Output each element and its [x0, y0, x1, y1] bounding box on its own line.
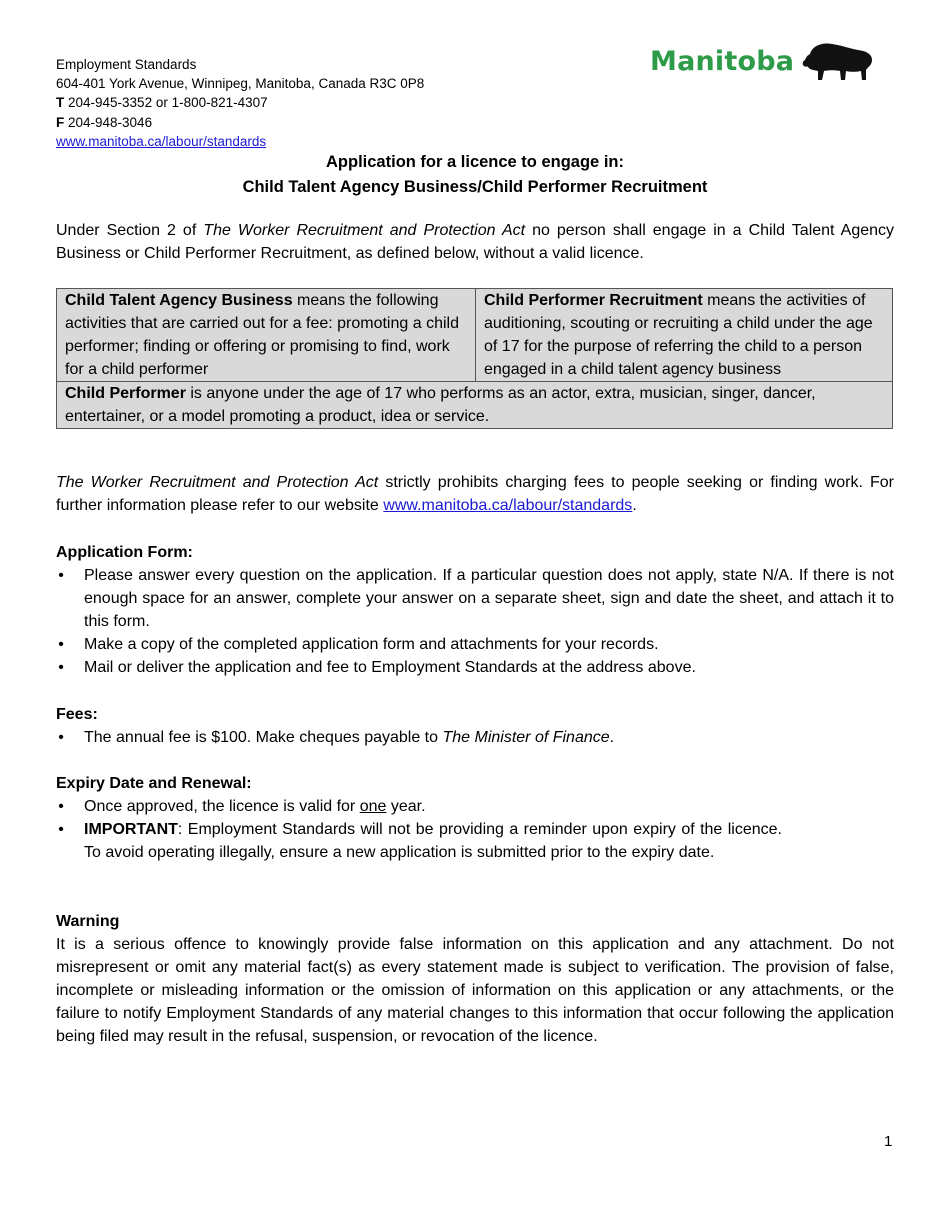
bullet-icon: • — [58, 798, 64, 815]
bison-icon — [802, 40, 874, 84]
important-text: : Employment Standards will not be providing a reminder upon expiry of the licence. To avoid operating illegally, ensure a new application is submitted prior to the expiry date. — [84, 821, 782, 861]
intro-paragraph — [56, 219, 894, 265]
form-title — [56, 150, 894, 199]
act-name: The Worker Recruitment and Protection Act — [56, 474, 379, 491]
list-item-text: Make a copy of the completed application form and attachments for your records. — [84, 636, 659, 653]
list-item — [56, 633, 894, 656]
website-link[interactable]: www.manitoba.ca/labour/standards — [56, 133, 267, 149]
intro-text-end: no person shall engage in a Child Talent Agency Business or Child Performer Recruitment, as defined below, without a valid licence. — [56, 222, 895, 262]
bullet-icon: • — [58, 821, 64, 838]
fee-text: The annual fee is $100. Make cheques payable to — [84, 729, 443, 746]
definitions-table — [56, 288, 893, 429]
phone-line — [56, 93, 424, 112]
list-item — [56, 656, 894, 679]
manitoba-logo — [650, 40, 875, 86]
act-name: The Worker Recruitment and Protection Act — [203, 222, 526, 239]
phone-label: T — [56, 95, 65, 111]
definition-performer-cell — [57, 382, 893, 429]
section-heading: Application Form: — [56, 544, 193, 561]
bullet-icon: • — [58, 636, 64, 653]
payee-name: The Minister of Finance — [442, 729, 610, 746]
expiry-text: Once approved, the licence is valid for — [84, 798, 360, 815]
bullet-icon: • — [58, 729, 64, 746]
header-address — [56, 55, 424, 151]
prohibition-paragraph — [56, 471, 894, 517]
definition-recruitment-cell — [476, 289, 893, 382]
phone-number: 204-945-3352 or 1-800-821-4307 — [64, 95, 268, 111]
list-item — [56, 564, 894, 633]
list-item — [56, 726, 894, 749]
definition-term: Child Performer Recruitment — [484, 292, 703, 309]
fees-section — [56, 703, 894, 749]
expiry-text-end: year. — [386, 798, 426, 815]
title-line-1: Application for a licence to engage in: — [326, 153, 624, 171]
period: . — [609, 729, 615, 746]
fax-number: 204-948-3046 — [64, 114, 153, 130]
warning-text: It is a serious offence to knowingly provide false information on this application and any attachment. Do not misrepresent or omit any material fact(s) as every statement made is subject to verification. The provision of false, incomplete or misleading information or the omission of information on this application or any attachments, or the failure to notify Employment Standards of any material changes to this information that occur following the application being filed may result in the refusal, suspension, or revocation of the licence. — [56, 936, 894, 1045]
expiry-section — [56, 772, 894, 864]
org-name: Employment Standards — [56, 57, 197, 72]
fax-label: F — [56, 114, 65, 130]
section-heading: Warning — [56, 913, 120, 930]
definition-term: Child Talent Agency Business — [65, 292, 293, 309]
page-number: 1 — [884, 1133, 893, 1150]
definition-term: Child Performer — [65, 385, 186, 402]
section-heading: Expiry Date and Renewal: — [56, 775, 252, 792]
logo-wordmark: Manitoba — [650, 46, 795, 77]
definition-text: is anyone under the age of 17 who performs as an actor, extra, musician, singer, dancer, entertainer, or a model promoting a product, idea or service. — [65, 385, 816, 425]
important-label: IMPORTANT — [84, 821, 178, 838]
application-form-section — [56, 541, 894, 679]
bullet-icon: • — [58, 659, 64, 676]
intro-text: Under Section 2 of — [56, 222, 204, 239]
application-form-list — [56, 564, 894, 679]
period: . — [632, 497, 637, 514]
prohibition-text: strictly prohibits charging fees to people seeking or finding work. For further information please refer to our website — [56, 474, 895, 514]
section-heading: Fees: — [56, 706, 98, 723]
definition-text: means the following activities that are carried out for a fee: promoting a child performer; finding or offering or promising to find, work for a child performer — [65, 292, 459, 378]
underlined-word: one — [359, 798, 387, 815]
warning-section — [56, 910, 894, 1048]
street-address: 604-401 York Avenue, Winnipeg, Manitoba, Canada R3C 0P8 — [56, 76, 425, 92]
fax-line — [56, 113, 424, 132]
definition-agency-cell — [57, 289, 476, 382]
website-link[interactable]: www.manitoba.ca/labour/standards — [383, 497, 633, 514]
definition-text: means the activities of auditioning, scouting or recruiting a child under the age of 17 for the purpose of referring the child to a person engaged in a child talent agency business — [484, 292, 873, 378]
bullet-icon: • — [58, 567, 64, 584]
list-item-text: Please answer every question on the application. If a particular question does not apply, state N/A. If there is not enough space for an answer, complete your answer on a separate sheet, sign and date the sheet, and attach it to this form. — [84, 567, 894, 630]
list-item-text: Mail or deliver the application and fee to Employment Standards at the address above. — [84, 659, 696, 676]
list-item — [56, 795, 894, 818]
list-item — [56, 818, 782, 864]
title-line-2: Child Talent Agency Business/Child Performer Recruitment — [242, 177, 708, 196]
